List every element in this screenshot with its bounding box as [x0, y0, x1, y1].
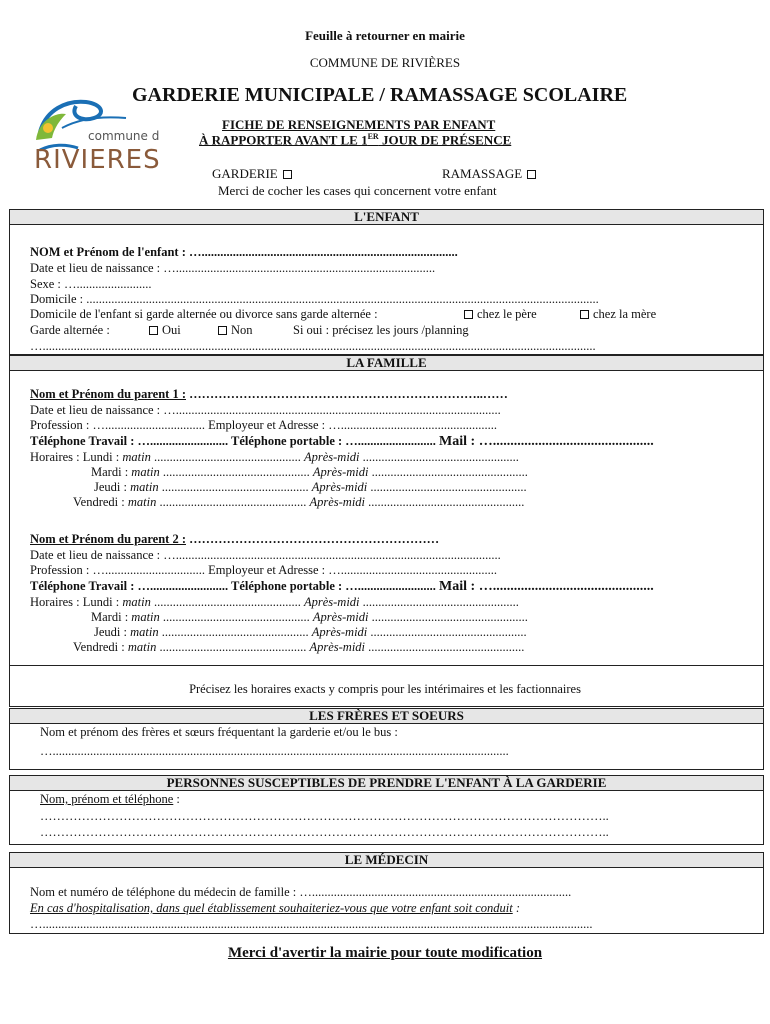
band-freres: LES FRÈRES ET SOEURS [9, 708, 764, 724]
option-ramassage[interactable]: RAMASSAGE [442, 166, 540, 182]
hospitalisation-dots[interactable]: …................................................................................................................................................................................ [30, 917, 593, 931]
personnes-dots-1[interactable]: ……………………………………………………………………………………………………………………….. [40, 809, 609, 823]
parent2-date-lieu[interactable]: Date et lieu de naissance : …........................................................................................................ [30, 548, 501, 562]
parent2-profession[interactable]: Profession : …................................ Employeur et Adresse : ….................................................. [30, 563, 497, 577]
enfant-nom[interactable]: NOM et Prénom de l'enfant : ….................................................................................. [30, 245, 458, 259]
option-oui[interactable]: Oui [147, 323, 181, 338]
checkbox-icon[interactable] [527, 170, 536, 179]
parent1-horaires-jeudi[interactable]: Jeudi : matin ............................................... Après-midi .................................................. [94, 480, 527, 494]
parent2-telephone[interactable]: Téléphone Travail : …......................... Téléphone portable : …......................... Mail : ….............................................. [30, 579, 654, 594]
main-title: GARDERIE MUNICIPALE / RAMASSAGE SCOLAIRE [132, 84, 628, 106]
parent2-horaires-lundi[interactable]: Horaires : Lundi : matin ............................................... Après-midi .................................................. [30, 595, 519, 609]
band-enfant: L'ENFANT [9, 209, 764, 225]
freres-dots[interactable]: ….................................................................................................................................................. [40, 744, 509, 758]
checkbox-icon[interactable] [283, 170, 292, 179]
subtitle-rapporter: À RAPPORTER AVANT LE 1ER JOUR DE PRÉSENCE [199, 132, 512, 148]
parent2-horaires-mardi[interactable]: Mardi : matin ............................................... Après-midi .................................................. [91, 610, 528, 624]
enfant-date-lieu[interactable]: Date et lieu de naissance : …................................................................................... [30, 261, 436, 275]
parent2-nom[interactable]: Nom et Prénom du parent 2 : …………………………………………………… [30, 532, 440, 546]
parent1-horaires-vendredi[interactable]: Vendredi : matin ............................................... Après-midi .................................................. [73, 495, 525, 509]
checkbox-icon[interactable] [218, 326, 227, 335]
option-non[interactable]: Non [216, 323, 253, 338]
enfant-domicile[interactable]: Domicile : .................................................................................................................................................................... [30, 292, 599, 306]
parent1-horaires-lundi[interactable]: Horaires : Lundi : matin ............................................... Après-midi .................................................. [30, 450, 519, 464]
hospitalisation-question: En cas d'hospitalisation, dans quel établissement souhaiteriez-vous que votre enfant soit conduit : [30, 901, 521, 915]
medecin-nom[interactable]: Nom et numéro de téléphone du médecin de famille : …................................................................................... [30, 885, 572, 899]
checkbox-icon[interactable] [464, 310, 473, 319]
footer-note: Merci d'avertir la mairie pour toute modification [227, 945, 543, 961]
famille-divider [9, 665, 764, 666]
precisez-horaires-note: Précisez les horaires exacts y compris pour les intérimaires et les factionnaires [189, 682, 581, 696]
personnes-label: Nom, prénom et téléphone : [40, 792, 180, 806]
option-chez-mere[interactable]: chez la mère [578, 307, 656, 322]
parent1-horaires-mardi[interactable]: Mardi : matin ............................................... Après-midi .................................................. [91, 465, 528, 479]
band-medecin: LE MÉDECIN [9, 852, 764, 868]
freres-label: Nom et prénom des frères et sœurs fréquentant la garderie et/ou le bus : [40, 725, 398, 739]
parent1-nom[interactable]: Nom et Prénom du parent 1 : ……………………………………………………………..…… [30, 387, 508, 401]
svg-text:commune de: commune de [88, 129, 160, 143]
option-garderie[interactable]: GARDERIE [212, 166, 296, 182]
band-personnes: PERSONNES SUSCEPTIBLES DE PRENDRE L'ENFANT À LA GARDERIE [9, 775, 764, 791]
parent1-profession[interactable]: Profession : …................................ Employeur et Adresse : ….................................................. [30, 418, 497, 432]
option-chez-pere[interactable]: chez le père [462, 307, 537, 322]
return-note: Feuille à retourner en mairie [305, 28, 465, 43]
subtitle-fiche: FICHE DE RENSEIGNEMENTS PAR ENFANT [222, 117, 496, 132]
parent2-horaires-vendredi[interactable]: Vendredi : matin ............................................... Après-midi .................................................. [73, 640, 525, 654]
enfant-domicile-alterne: Domicile de l'enfant si garde alternée ou divorce sans garde alternée : [30, 307, 378, 321]
band-famille: LA FAMILLE [9, 355, 764, 371]
garde-alternee-label: Garde alternée : [30, 323, 110, 337]
parent1-date-lieu[interactable]: Date et lieu de naissance : …........................................................................................................ [30, 403, 501, 417]
instruction-text: Merci de cocher les cases qui concernent votre enfant [218, 183, 497, 198]
svg-text:RIVIERES: RIVIERES [34, 145, 160, 175]
si-oui-text: Si oui : précisez les jours /planning [293, 323, 469, 337]
parent1-telephone[interactable]: Téléphone Travail : …......................... Téléphone portable : …......................... Mail : ….............................................. [30, 434, 654, 449]
commune-name: COMMUNE DE RIVIÈRES [309, 55, 461, 70]
checkbox-icon[interactable] [580, 310, 589, 319]
personnes-dots-2[interactable]: ……………………………………………………………………………………………………………………….. [40, 825, 609, 839]
parent2-horaires-jeudi[interactable]: Jeudi : matin ............................................... Après-midi .................................................. [94, 625, 527, 639]
checkbox-icon[interactable] [149, 326, 158, 335]
enfant-sexe[interactable]: Sexe : …........................ [30, 277, 152, 291]
enfant-planning-dots[interactable]: …................................................................................................................................................................................. [30, 339, 596, 353]
